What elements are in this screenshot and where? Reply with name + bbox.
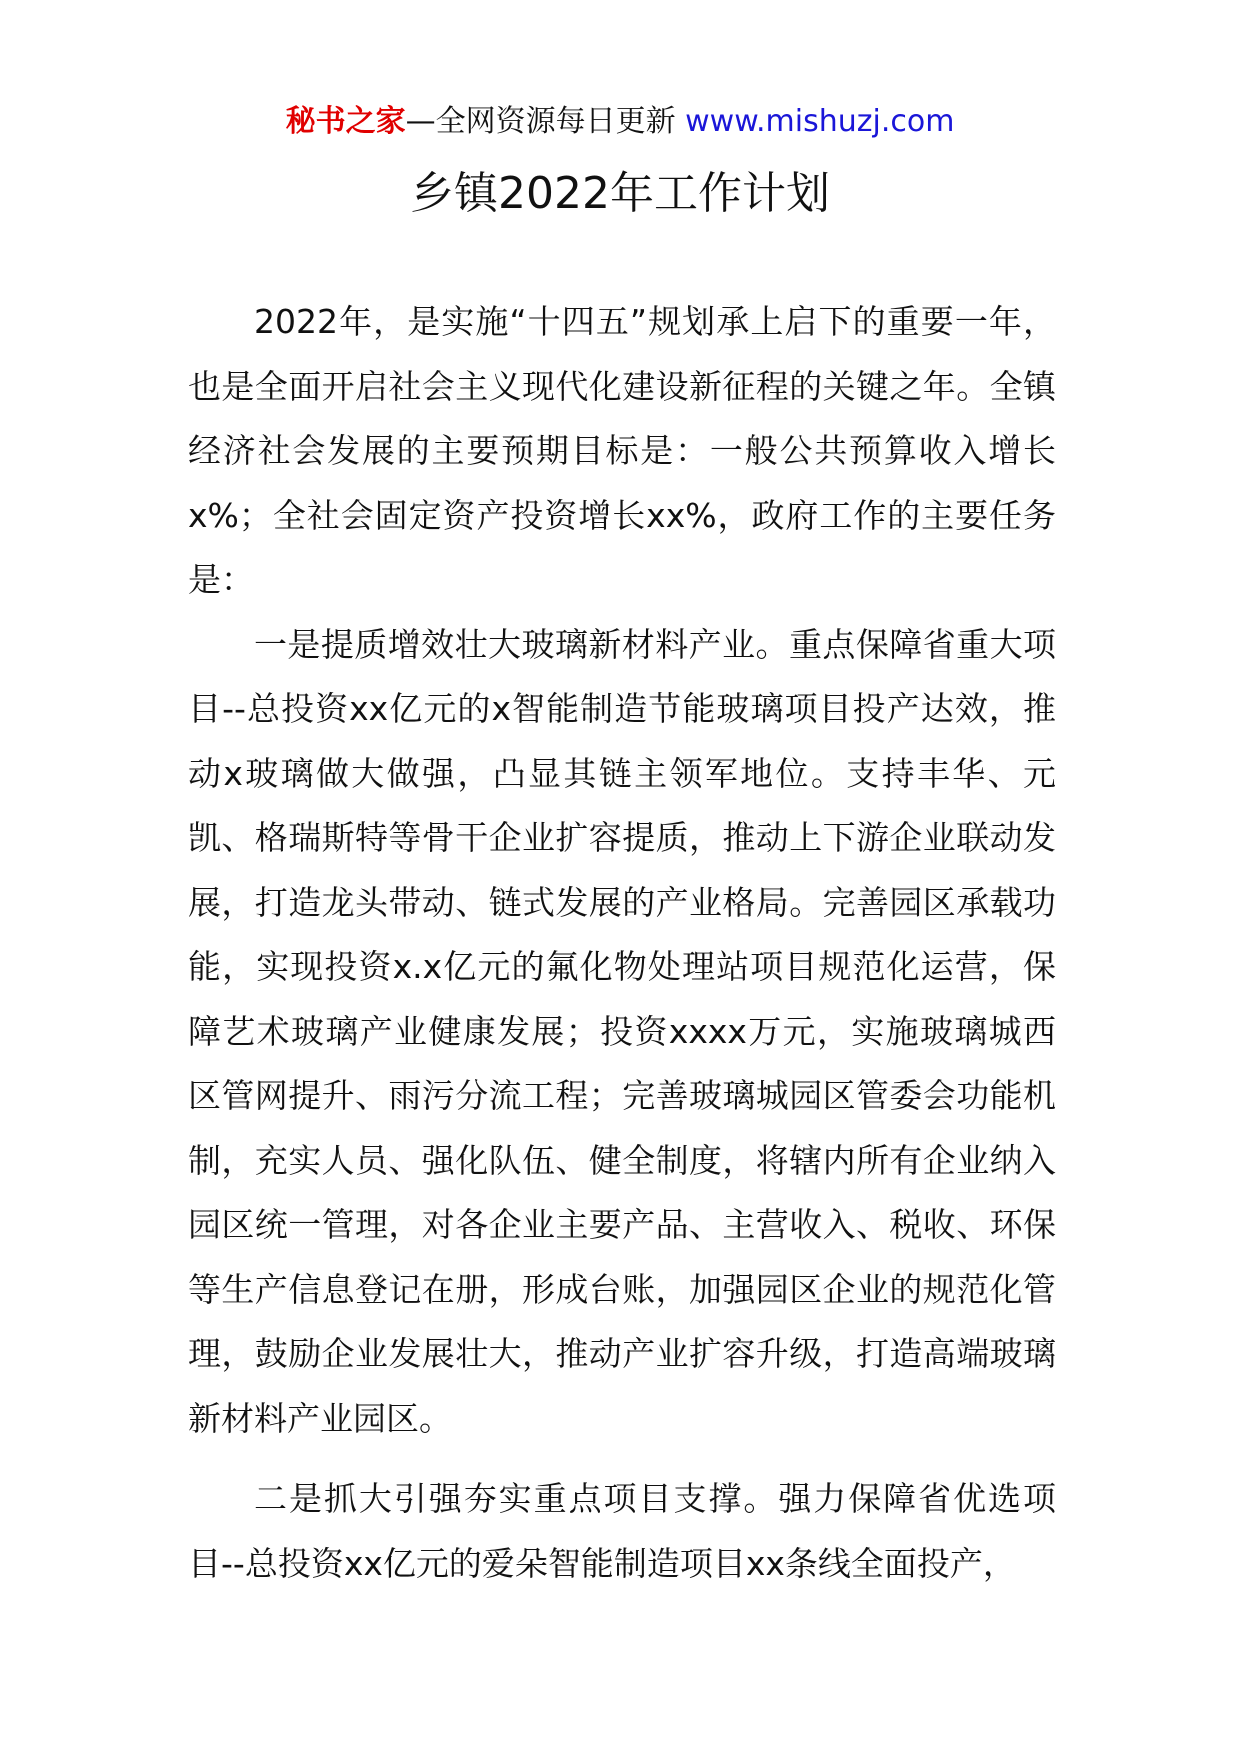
paragraph-task-two: 二是抓大引强夯实重点项目支撑。强力保障省优选项目--总投资xx亿元的爱朵智能制造项目xx条线全面投产， bbox=[188, 1479, 1056, 1583]
paragraph-task-one: 一是提质增效壮大玻璃新材料产业。重点保障省重大项目--总投资xx亿元的x智能制造节能玻璃项目投产达效，推动x玻璃做大做强，凸显其链主领军地位。支持丰华、元凯、格瑞斯特等骨干企业扩容提质，推动上下游企业联动发展，打造龙头带动、链式发展的产业格局。完善园区承载功能，实现投资x.x亿元的氟化物处理站项目规范化运营，保障艺术玻璃产业健康发展；投资xxxx万元，实施玻璃城西区管网提升、雨污分流工程；完善玻璃城园区管委会功能机制，充实人员、强化队伍、健全制度，将辖内所有企业纳入园区统一管理，对各企业主要产品、主营收入、税收、环保等生产信息登记在册，形成台账，加强园区企业的规范化管理，鼓励企业发展壮大，推动产业扩容升级，打造高端玻璃新材料产业园区。 bbox=[188, 624, 1056, 1438]
header-tagline: —全网资源每日更新 bbox=[405, 104, 676, 139]
brand-name: 秘书之家 bbox=[285, 104, 406, 139]
document-title: 乡镇2022年工作计划 bbox=[410, 168, 830, 219]
paragraph-intro: 2022年，是实施“十四五”规划承上启下的重要一年，也是全面开启社会主义现代化建设新征程的关键之年。全镇经济社会发展的主要预期目标是：一般公共预算收入增长x%；全社会固定资产投资增长xx%，政府工作的主要任务是： bbox=[188, 302, 1056, 599]
document-body bbox=[188, 290, 1056, 1596]
site-url-link[interactable]: www.mishuzj.com bbox=[685, 104, 955, 139]
site-header bbox=[0, 100, 1240, 144]
